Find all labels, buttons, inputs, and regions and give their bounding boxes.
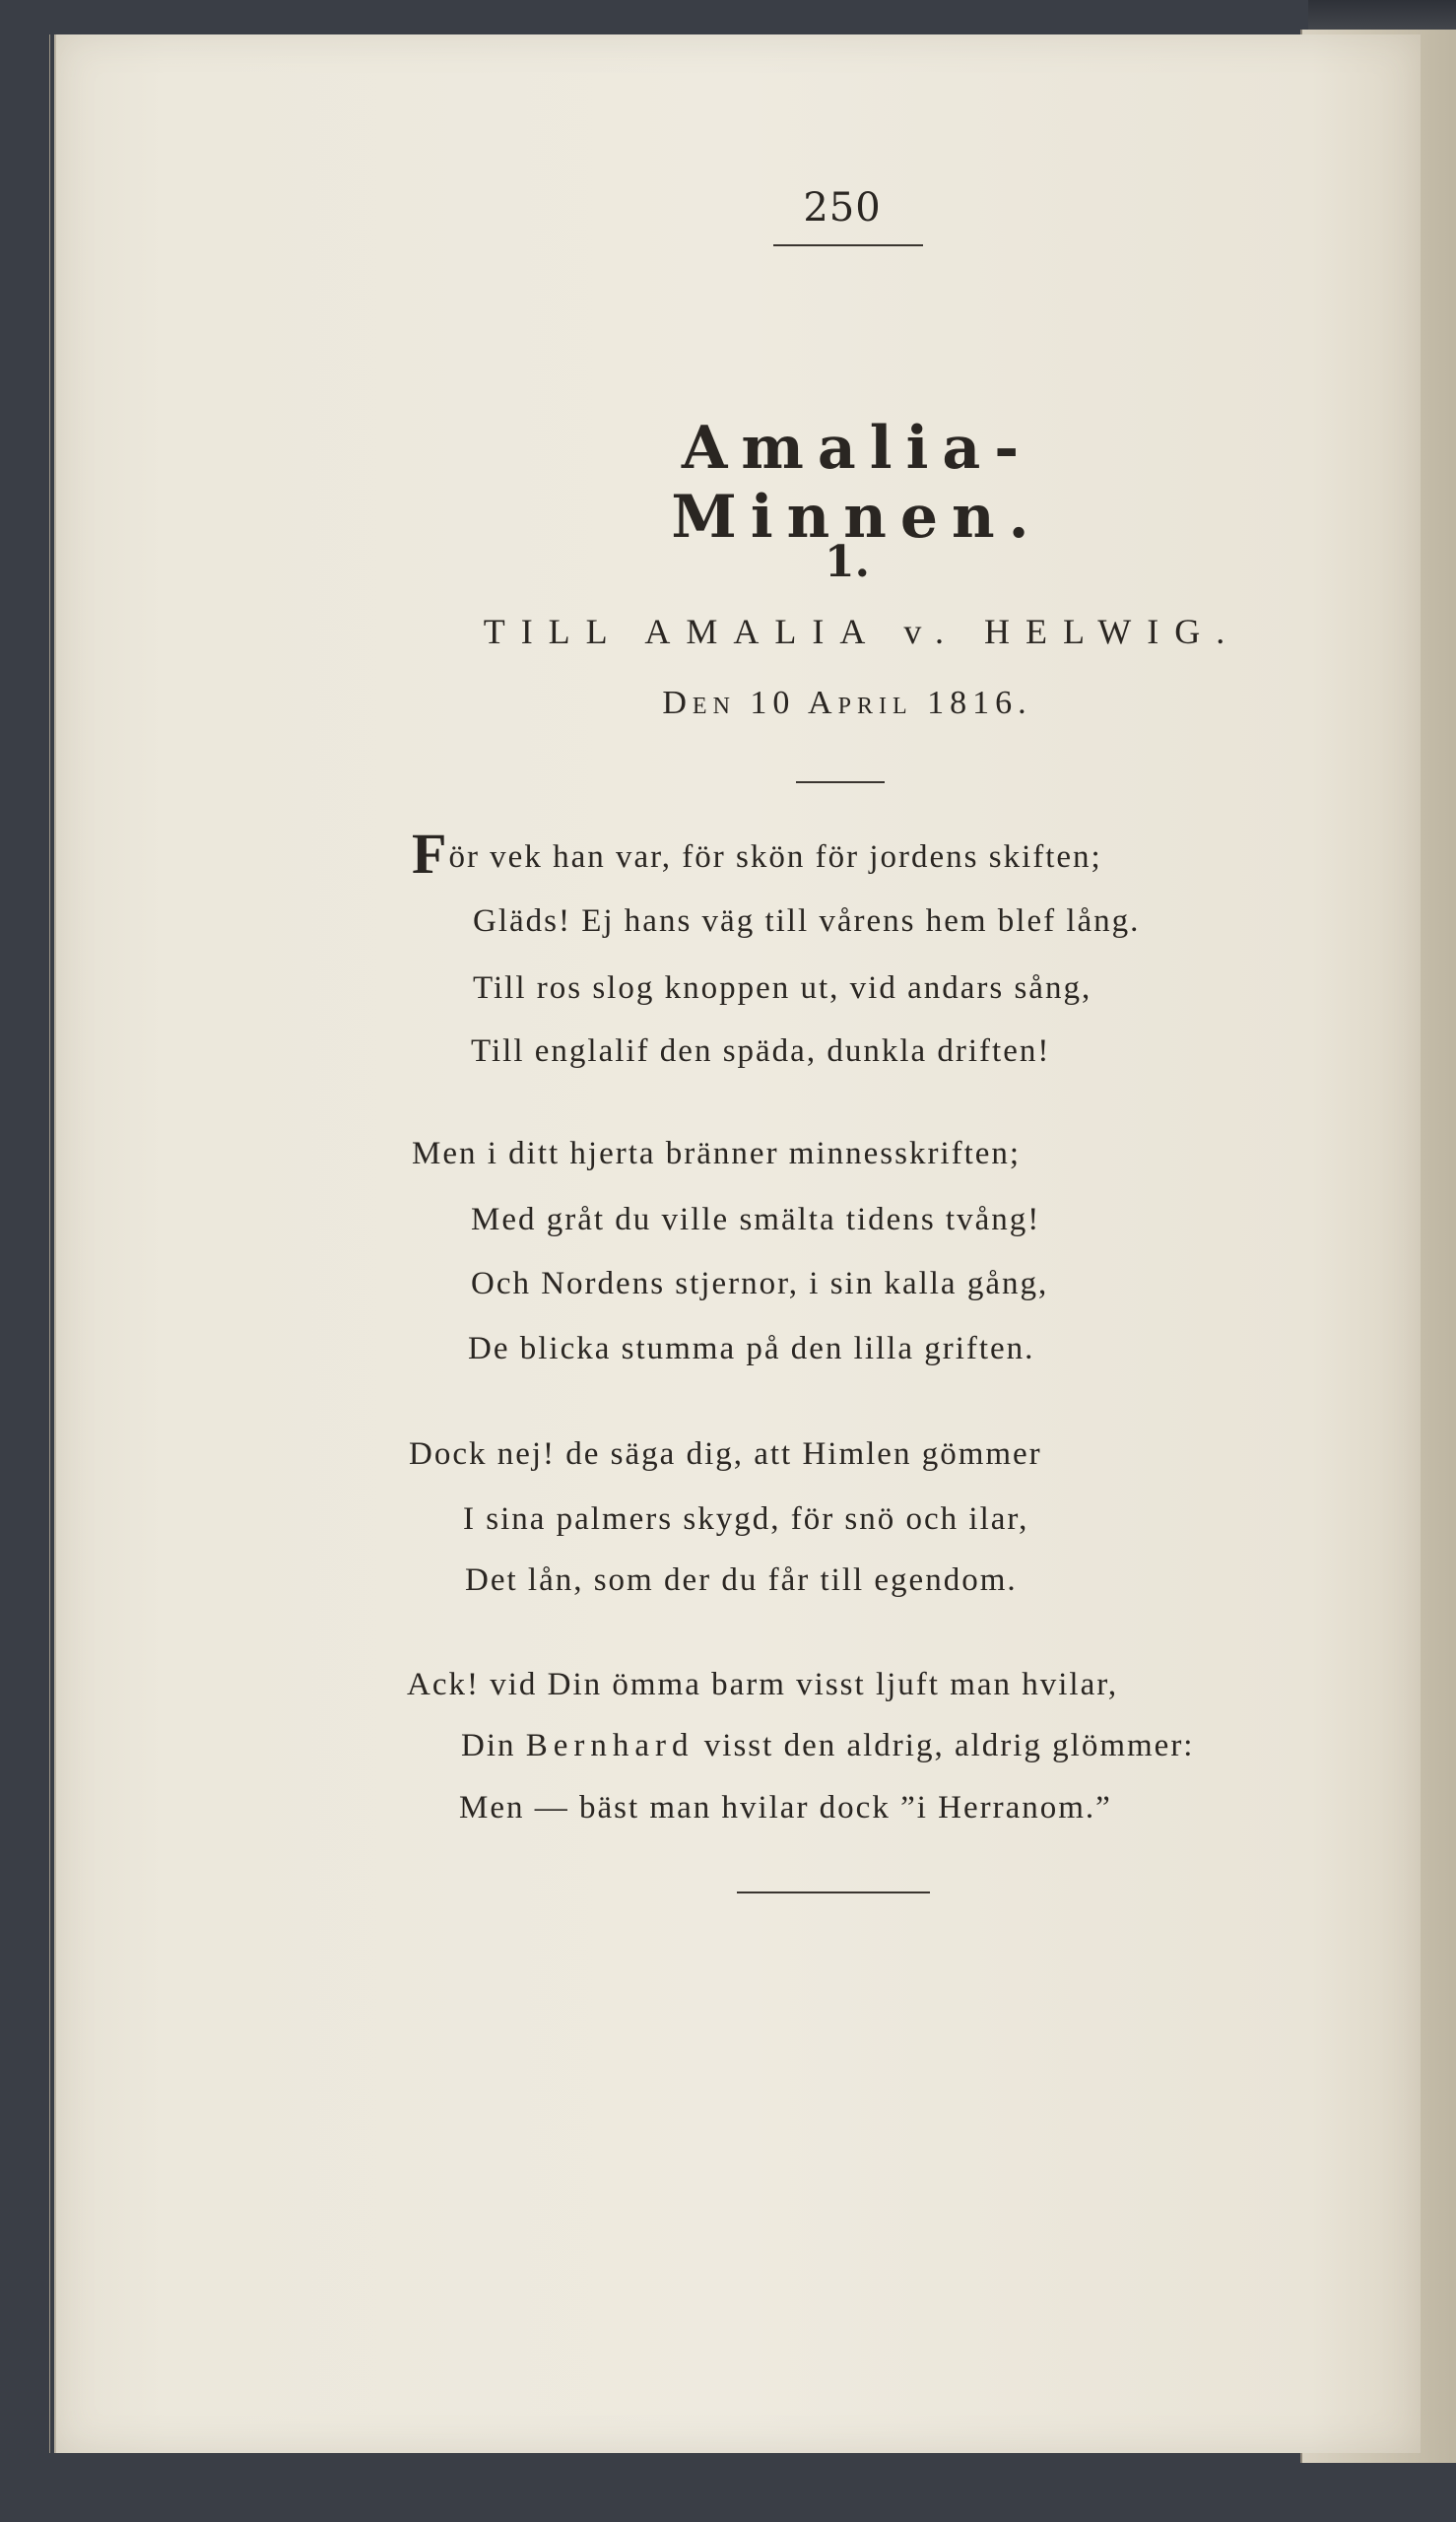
poem-line-text: ör vek han var, för skön för jordens skiften; <box>448 839 1102 875</box>
poem-title: TILL AMALIA v. HELWIG. <box>483 612 1241 651</box>
poem-line: Till englalif den späda, dunkla driften! <box>471 1033 1051 1069</box>
poem-line: Men i ditt hjerta bränner minnesskriften; <box>412 1136 1022 1171</box>
poem-line-part: Din <box>461 1728 526 1763</box>
title-rule <box>796 781 885 783</box>
poem-line: De blicka stumma på den lilla griften. <box>468 1331 1035 1366</box>
page-number: 250 <box>803 185 882 231</box>
poem-line: Men — bäst man hvilar dock ”i Herranom.” <box>459 1790 1112 1825</box>
name-spaced: Bernhard <box>525 1728 695 1763</box>
poem-line: Gläds! Ej hans väg till vårens hem blef lång. <box>473 903 1141 939</box>
section-number: 1. <box>825 537 870 587</box>
poem-line: Och Nordens stjernor, i sin kalla gång, <box>471 1266 1049 1301</box>
poem-line-part: visst den aldrig, aldrig glömmer: <box>694 1728 1195 1763</box>
poem-line <box>461 1728 1194 1764</box>
poem-line: Dock nej! de säga dig, att Himlen gömmer <box>409 1436 1042 1472</box>
main-title: Amalia-Minnen. <box>671 414 1043 552</box>
drop-cap: F <box>412 822 449 886</box>
poem-line: Till ros slog knoppen ut, vid andars sång, <box>473 970 1092 1006</box>
poem-line <box>412 822 1102 886</box>
poem-line: Ack! vid Din ömma barm visst ljuft man hvilar, <box>407 1667 1119 1702</box>
poem-line: I sina palmers skygd, för snö och ilar, <box>463 1501 1029 1537</box>
poem-line: Det lån, som der du får till egendom. <box>465 1562 1018 1598</box>
page-number-rule <box>773 244 923 246</box>
date-line: Den 10 April 1816. <box>662 685 1032 721</box>
end-rule <box>737 1892 930 1893</box>
poem-line: Med gråt du ville smälta tidens tvång! <box>471 1202 1041 1237</box>
